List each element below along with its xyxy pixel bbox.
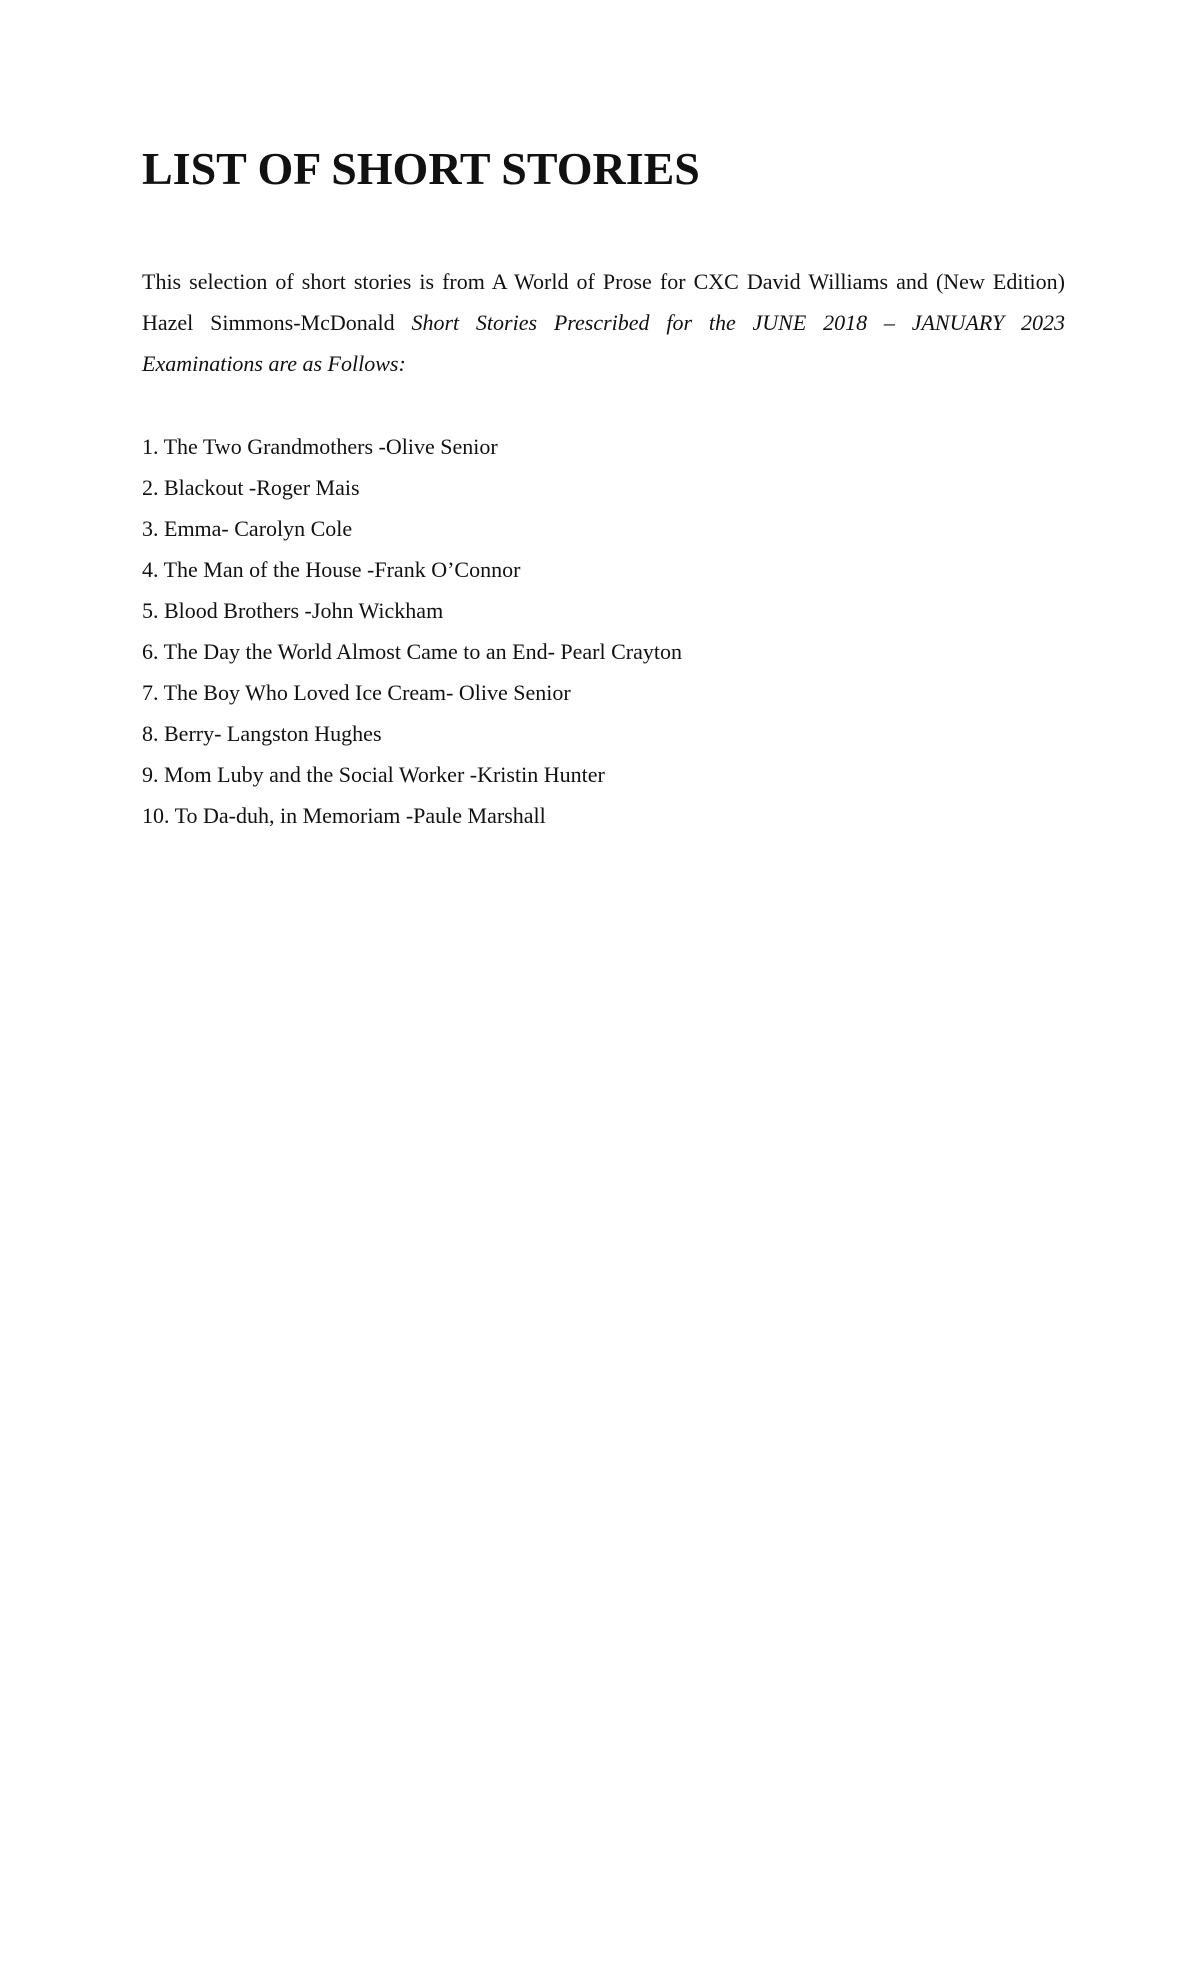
list-item: 4. The Man of the House -Frank O’Connor	[142, 557, 521, 582]
document-page	[142, 140, 1065, 836]
list-item: 7. The Boy Who Loved Ice Cream- Olive Senior	[142, 680, 571, 705]
list-item: 3. Emma- Carolyn Cole	[142, 516, 353, 541]
intro-italic-text: Short Stories Prescribed for the JUNE 2018 – JANUARY 2023 Examinations are as Follows:	[142, 310, 1065, 376]
page-title: LIST OF SHORT STORIES	[142, 143, 700, 194]
intro-text: This selection of short stories is from A World of Prose for CXC David Williams and (New Edition) Hazel Simmons-McDonald	[142, 269, 1065, 335]
story-list	[142, 426, 1062, 836]
list-item: 6. The Day the World Almost Came to an End- Pearl Crayton	[142, 639, 682, 664]
list-item: 1. The Two Grandmothers -Olive Senior	[142, 434, 498, 459]
list-item: 8. Berry- Langston Hughes	[142, 721, 382, 746]
list-item: 10. To Da-duh, in Memoriam -Paule Marshall	[142, 803, 546, 828]
list-item: 5. Blood Brothers -John Wickham	[142, 598, 444, 623]
list-item: 2. Blackout -Roger Mais	[142, 475, 360, 500]
intro-paragraph	[142, 261, 1065, 384]
list-item: 9. Mom Luby and the Social Worker -Kristin Hunter	[142, 762, 605, 787]
